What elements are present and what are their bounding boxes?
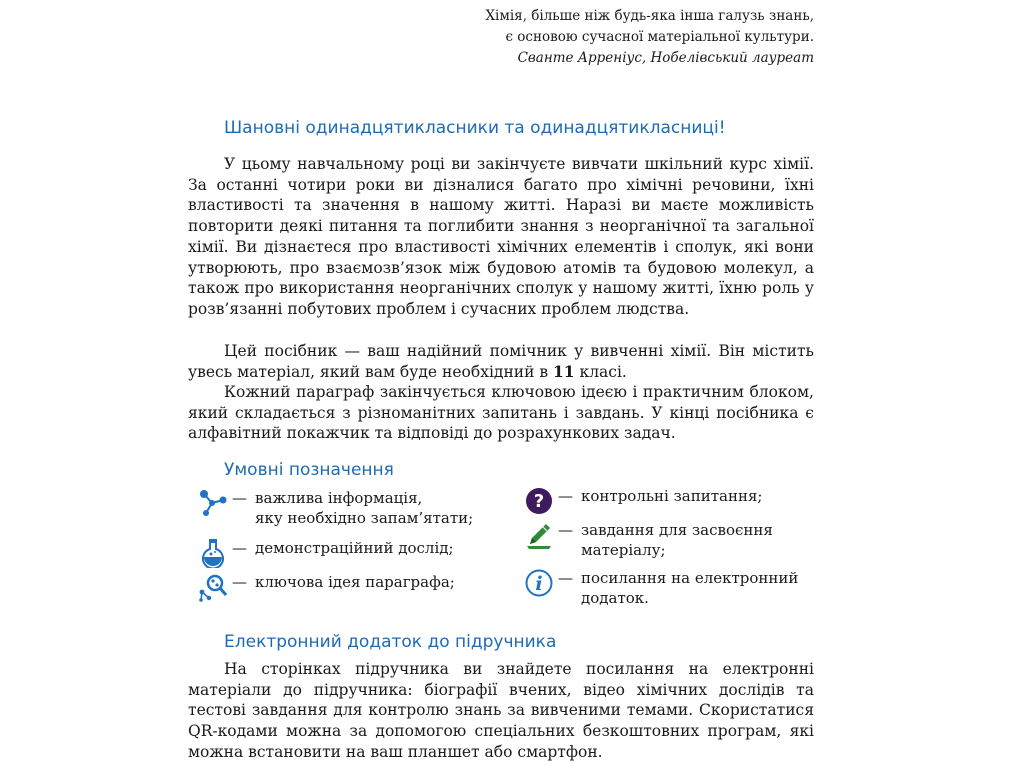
- grade-number: 11: [553, 361, 575, 381]
- epigraph-line-2: є основою сучасної матеріальної культури.: [505, 29, 814, 45]
- legend-text-demo: демонстраційний дослід;: [255, 539, 454, 557]
- legend-text-electronic: посилання на електронний додаток.: [581, 569, 799, 607]
- legend-dash: —: [232, 489, 247, 507]
- intro-paragraph-1: У цьому навчальному році ви закінчуєте вивчати шкільний курс хімії. За останні чотири роки ви дізналися багато про хімічні речовини, їхні властивості та значення в нашому житті. Наразі ви маєте можливість повторити деякі питання та поглибити знання з неорганічної та загальної хімії. Ви дізнаєтеся про властивості хімічних елементів і сполук, які вони утворюють, про взаємозв’язок між будовою атомів та будовою молекул, а також про використання неорганічних сполук у нашому житті, їхню роль у розв’язанні побутових проблем і сучасних проблем людства.: [188, 155, 814, 318]
- legend-item-questions: [524, 486, 762, 516]
- supplement-paragraph: На сторінках підручника ви знайдете посилання на електронні матеріали до підручника: біографії вчених, відео хімічних дослідів та тестові завдання для контролю знань за вивченими темами. Скористатися QR-кодами можна за допомогою спеціальних безкоштовних програм, які можна встановити на ваш планшет або смартфон.: [188, 660, 814, 761]
- legend-item-demo: [198, 538, 454, 568]
- legend-dash: —: [558, 569, 573, 587]
- legend-item-tasks: [524, 520, 773, 560]
- greeting-heading: Шановні одинадцятикласники та одинадцятикласниці!: [224, 118, 726, 138]
- intro-paragraph-2: [188, 341, 814, 382]
- legend-dash: —: [558, 521, 573, 539]
- legend-dash: —: [558, 487, 573, 505]
- legend-text-important: важлива інформація, яку необхідно запам’ятати;: [255, 489, 474, 527]
- legend-dash: —: [232, 573, 247, 591]
- intro-paragraph-3: Кожний параграф закінчується ключовою ідеєю і практичним блоком, який складається з різноманітних запитань і завдань. У кінці посібника є алфавітний покажчик та відповіді до розрахункових задач.: [188, 383, 814, 443]
- epigraph-line-1: Хімія, більше ніж будь-яка інша галузь знань,: [485, 8, 814, 24]
- intro-p2-tail: класі.: [574, 362, 627, 381]
- legend-text-questions: контрольні запитання;: [581, 487, 763, 505]
- molecule-icon: [198, 488, 228, 518]
- pencil-book-icon: [524, 520, 554, 550]
- legend-dash: —: [232, 539, 247, 557]
- legend-item-important: [198, 488, 473, 528]
- question-icon: [524, 486, 554, 516]
- svg-text:?: ?: [533, 491, 545, 512]
- epigraph-author: Сванте Арреніус, Нобелівський лауреат: [517, 50, 814, 66]
- flask-icon: [198, 538, 228, 568]
- epigraph: [485, 6, 814, 69]
- legend-item-key-idea: [198, 572, 455, 602]
- supplement-heading: Електронний додаток до підручника: [224, 632, 557, 652]
- legend-item-electronic: [524, 568, 798, 608]
- magnifier-icon: [198, 572, 228, 602]
- intro-p2-text: Цей посібник — ваш надійний помічник у вивченні хімії. Він містить увесь матеріал, який вам буде необхідний в: [188, 342, 814, 381]
- svg-text:i: i: [535, 573, 543, 595]
- info-icon: [524, 568, 554, 598]
- legend-heading: Умовні позначення: [224, 460, 394, 480]
- legend-text-key-idea: ключова ідея параграфа;: [255, 573, 455, 591]
- legend-text-tasks: завдання для засвоєння матеріалу;: [581, 521, 773, 559]
